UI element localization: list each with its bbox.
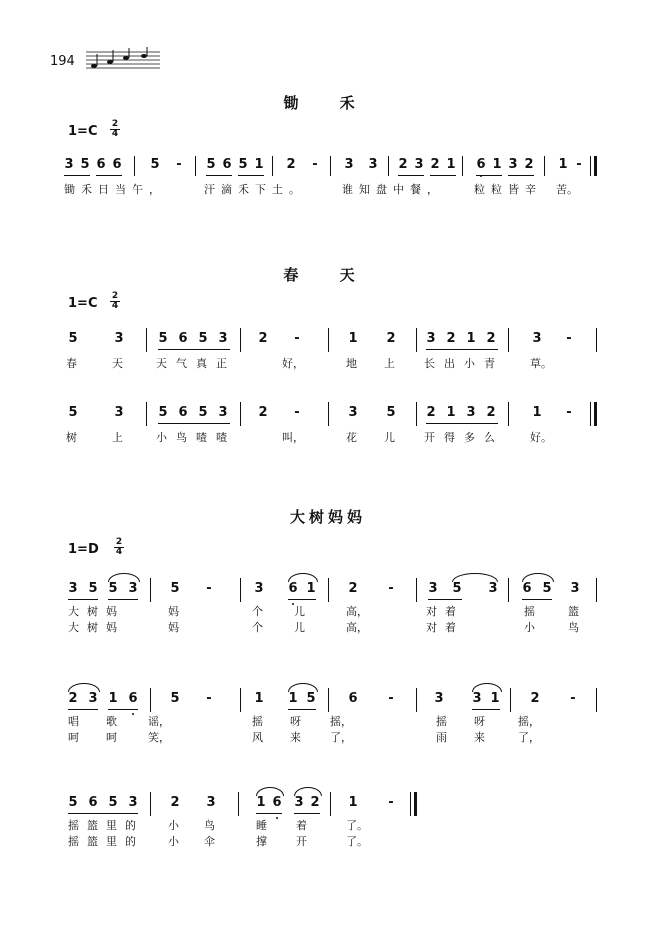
- lyric: 妈: [168, 621, 179, 634]
- note: 3: [426, 331, 436, 346]
- lyric: 鸟: [204, 819, 215, 832]
- note: 2: [398, 157, 408, 172]
- note: 2: [386, 331, 396, 346]
- note: 5: [170, 691, 180, 706]
- lyric: 天: [112, 357, 123, 370]
- lyric: 开: [296, 835, 307, 848]
- lyric: 小鸟喳喳: [156, 431, 236, 444]
- lyric: 了，: [330, 731, 352, 744]
- lyric: 上: [384, 357, 395, 370]
- music-notes-icon: [86, 46, 160, 74]
- lyric: 对着: [426, 621, 464, 634]
- lyric: 个: [252, 621, 263, 634]
- note: 2: [486, 331, 496, 346]
- lyric: 摇篮里的: [68, 835, 144, 848]
- note: 5: [198, 331, 208, 346]
- lyric: 摇: [524, 605, 535, 618]
- note: 1: [490, 691, 500, 706]
- note: 3: [206, 795, 216, 810]
- lyric: 呵: [106, 731, 117, 744]
- lyric: 大树妈: [68, 621, 125, 634]
- note: -: [388, 795, 394, 810]
- note: 3: [128, 581, 138, 596]
- lyric: 春: [66, 357, 77, 370]
- note: -: [206, 581, 212, 596]
- note: 5: [386, 405, 396, 420]
- note: 6: [112, 157, 122, 172]
- staff-line-2-2: [0, 406, 656, 476]
- note: 3: [348, 405, 358, 420]
- note: 2: [170, 795, 180, 810]
- note: 1: [466, 331, 476, 346]
- lyric: 摇，: [518, 715, 540, 728]
- note: 5: [452, 581, 462, 596]
- staff-line-2-1: [0, 332, 656, 402]
- time-signature: $\frac{2}{4}$: [115, 537, 123, 557]
- lyric: 对着: [426, 605, 464, 618]
- note: 3: [570, 581, 580, 596]
- note: 5: [170, 581, 180, 596]
- note: 6: [178, 331, 188, 346]
- note: 3: [466, 405, 476, 420]
- staff-line-3-3: [0, 796, 656, 866]
- note: 5: [198, 405, 208, 420]
- note: -: [294, 405, 300, 420]
- note: 3: [414, 157, 424, 172]
- note: 1: [348, 331, 358, 346]
- lyric: 谣，: [148, 715, 170, 728]
- lyric: 儿: [294, 605, 305, 618]
- note: 5: [108, 795, 118, 810]
- note: 1: [254, 691, 264, 706]
- lyric: 开得多么: [424, 431, 504, 444]
- note: 2: [524, 157, 534, 172]
- lyric: 风: [252, 731, 263, 744]
- note: -: [576, 157, 582, 172]
- staff-line-3-1: [0, 582, 656, 652]
- note: 3: [532, 331, 542, 346]
- note: 1: [288, 691, 298, 706]
- note: 3: [344, 157, 354, 172]
- note: -: [206, 691, 212, 706]
- note: 3: [368, 157, 378, 172]
- lyric: 呀: [290, 715, 301, 728]
- lyric: 好，: [282, 357, 304, 370]
- note: 5: [238, 157, 248, 172]
- lyric: 个: [252, 605, 263, 618]
- lyric: 谁知盘中餐，: [342, 183, 444, 196]
- note: 1: [446, 157, 456, 172]
- lyric: 小: [524, 621, 535, 634]
- staff-line-1-1: [0, 158, 656, 228]
- note: -: [312, 157, 318, 172]
- note: 2: [430, 157, 440, 172]
- note: 1: [348, 795, 358, 810]
- note: 3: [218, 405, 228, 420]
- note: -: [570, 691, 576, 706]
- lyric: 着: [296, 819, 307, 832]
- lyric: 天气真正: [156, 357, 236, 370]
- note: 6: [96, 157, 106, 172]
- lyric: 摇: [436, 715, 447, 728]
- note: 5: [80, 157, 90, 172]
- note: 5: [150, 157, 160, 172]
- note: 1: [254, 157, 264, 172]
- note: 6: [522, 581, 532, 596]
- lyric: 了。: [346, 835, 368, 848]
- lyric: 小: [168, 835, 179, 848]
- note: 1: [446, 405, 456, 420]
- note: 2: [446, 331, 456, 346]
- note: 3: [64, 157, 74, 172]
- page-number: 194: [50, 54, 75, 69]
- lyric: 雨: [436, 731, 447, 744]
- note: 3: [114, 405, 124, 420]
- lyric: 歌: [106, 715, 117, 728]
- note: 1: [256, 795, 266, 810]
- note: 2: [286, 157, 296, 172]
- lyric: 草。: [530, 357, 552, 370]
- lyric: 摇篮里的: [68, 819, 144, 832]
- lyric: 鸟: [568, 621, 579, 634]
- lyric: 树: [66, 431, 77, 444]
- note: -: [388, 581, 394, 596]
- lyric: 叫，: [282, 431, 304, 444]
- note: 5: [306, 691, 316, 706]
- lyric: 粒粒皆辛: [474, 183, 542, 196]
- lyric: 呀: [474, 715, 485, 728]
- lyric: 笑，: [148, 731, 170, 744]
- note: 5: [542, 581, 552, 596]
- song-title-chuhe: 锄 禾: [283, 94, 373, 112]
- note: -: [566, 331, 572, 346]
- lyric: 儿: [384, 431, 395, 444]
- note: 5: [158, 331, 168, 346]
- note: 2: [426, 405, 436, 420]
- note: 3: [472, 691, 482, 706]
- staff-line-3-2: [0, 692, 656, 762]
- time-signature: $\frac{2}{4}$: [111, 291, 119, 311]
- time-signature: $\frac{2}{4}$: [111, 119, 119, 139]
- note: 6: [288, 581, 298, 596]
- lyric: 了，: [518, 731, 540, 744]
- key-signature: 1=C: [68, 296, 98, 311]
- note: 3: [114, 331, 124, 346]
- note: 6: [222, 157, 232, 172]
- note: 5: [108, 581, 118, 596]
- lyric: 摇，: [330, 715, 352, 728]
- note: 1: [492, 157, 502, 172]
- lyric: 摇: [252, 715, 263, 728]
- lyric: 地: [346, 357, 357, 370]
- lyric: 撑: [256, 835, 267, 848]
- song-title-dashumama: 大树妈妈: [289, 508, 366, 526]
- key-signature: 1=D: [68, 542, 99, 557]
- note: 6: [178, 405, 188, 420]
- note: 5: [206, 157, 216, 172]
- note: 2: [530, 691, 540, 706]
- lyric: 大树妈: [68, 605, 125, 618]
- note: 5: [158, 405, 168, 420]
- note: 3: [508, 157, 518, 172]
- note: 2: [486, 405, 496, 420]
- note: -: [566, 405, 572, 420]
- note: 3: [428, 581, 438, 596]
- note: 3: [294, 795, 304, 810]
- lyric: 好。: [530, 431, 552, 444]
- note: 6: [88, 795, 98, 810]
- note: 2: [68, 691, 78, 706]
- lyric: 妈: [168, 605, 179, 618]
- note: 1: [306, 581, 316, 596]
- song-title-chuntian: 春 天: [283, 266, 373, 284]
- note: 1: [558, 157, 568, 172]
- key-signature: 1=C: [68, 124, 98, 139]
- lyric: 来: [290, 731, 301, 744]
- lyric: 呵: [68, 731, 79, 744]
- lyric: 长出小青: [424, 357, 504, 370]
- lyric: 高，: [346, 621, 368, 634]
- lyric: 锄禾日当午，: [64, 183, 166, 196]
- note: 3: [254, 581, 264, 596]
- note: 6: [128, 691, 138, 706]
- lyric: 来: [474, 731, 485, 744]
- note: 3: [128, 795, 138, 810]
- note: 1: [108, 691, 118, 706]
- note: 2: [258, 331, 268, 346]
- note: -: [294, 331, 300, 346]
- note: 3: [488, 581, 498, 596]
- note: 3: [88, 691, 98, 706]
- note: 5: [88, 581, 98, 596]
- note: 6: [348, 691, 358, 706]
- note: 1: [532, 405, 542, 420]
- lyric: 儿: [294, 621, 305, 634]
- lyric: 篮: [568, 605, 579, 618]
- lyric: 伞: [204, 835, 215, 848]
- note: 6: [476, 157, 486, 172]
- lyric: 高，: [346, 605, 368, 618]
- note: 2: [258, 405, 268, 420]
- note: 5: [68, 331, 78, 346]
- lyric: 了。: [346, 819, 368, 832]
- note: 5: [68, 405, 78, 420]
- note: 5: [68, 795, 78, 810]
- note: 6: [272, 795, 282, 810]
- note: 3: [218, 331, 228, 346]
- lyric: 汗滴禾下土。: [204, 183, 306, 196]
- lyric: 唱: [68, 715, 79, 728]
- note: 2: [310, 795, 320, 810]
- note: 3: [434, 691, 444, 706]
- lyric: 小: [168, 819, 179, 832]
- lyric: 苦。: [556, 183, 578, 196]
- note: -: [176, 157, 182, 172]
- lyric: 花: [346, 431, 357, 444]
- lyric: 睡: [256, 819, 267, 832]
- note: 3: [68, 581, 78, 596]
- note: 2: [348, 581, 358, 596]
- note: -: [388, 691, 394, 706]
- lyric: 上: [112, 431, 123, 444]
